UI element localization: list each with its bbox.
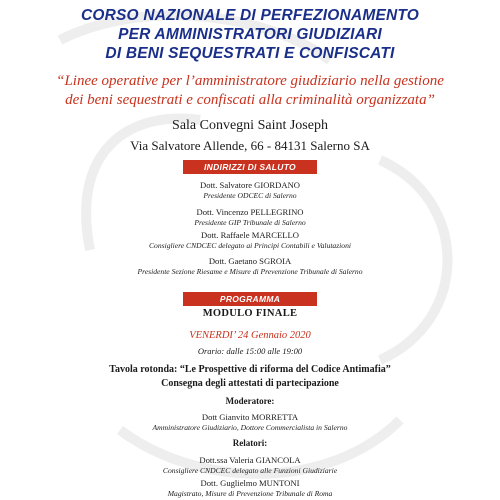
title-line-2: PER AMMINISTRATORI GIUDIZIARI <box>118 26 382 43</box>
program-banner: PROGRAMMA <box>183 292 317 306</box>
venue-address: Via Salvatore Allende, 66 - 84131 Salerno SA <box>130 138 370 153</box>
round-table-title: Tavola rotonda: “Le Prospettive di riforma del Codice Antimafia” <box>109 364 391 375</box>
event-time: Orario: dalle 15:00 alle 19:00 <box>197 346 303 356</box>
greeting-person <box>0 256 500 277</box>
person-role: Presidente ODCEC di Salerno <box>203 191 297 200</box>
speaker-person <box>0 478 500 499</box>
person-role: Amministratore Giudiziario, Dottore Commercialista in Salerno <box>152 423 348 432</box>
person-role: Consigliere CNDCEC delegato alle Funzioni Giudiziarie <box>162 466 338 475</box>
person-name: Dott.ssa Valeria GIANCOLA <box>199 455 301 465</box>
moderator-label: Moderatore: <box>225 396 275 406</box>
course-subtitle <box>0 72 500 110</box>
speakers-label: Relatori: <box>232 438 268 448</box>
person-role: Presidente GIP Tribunale di Salerno <box>194 218 306 227</box>
title-line-1: CORSO NAZIONALE DI PERFEZIONAMENTO <box>80 7 420 24</box>
person-name: Dott. Salvatore GIORDANO <box>199 180 300 190</box>
person-role: Consigliere CNDCEC delegato ai Principi Contabili e Valutazioni <box>148 241 351 250</box>
course-title <box>0 6 500 63</box>
person-role: Presidente Sezione Riesame e Misure di Prevenzione Tribunale di Salerno <box>137 267 363 276</box>
greeting-person <box>0 180 500 201</box>
venue-name: Sala Convegni Saint Joseph <box>172 118 328 133</box>
module-title: MODULO FINALE <box>202 308 298 319</box>
moderator-person <box>0 412 500 433</box>
greeting-person <box>0 230 500 251</box>
person-role: Magistrato, Misure di Prevenzione Tribunale di Roma <box>167 489 333 498</box>
subtitle-line-1: “Linee operative per l’amministratore giudiziario nella gestione <box>56 73 444 89</box>
person-name: Dott. Gaetano SGROIA <box>208 256 292 266</box>
person-name: Dott Gianvito MORRETTA <box>201 412 299 422</box>
subtitle-line-2: dei beni sequestrati e confiscati alla criminalità organizzata” <box>65 92 435 108</box>
certificates-line: Consegna degli attestati di partecipazione <box>161 378 339 389</box>
greetings-banner: INDIRIZZI DI SALUTO <box>183 160 317 174</box>
title-line-3: DI BENI SEQUESTRATI E CONFISCATI <box>105 45 395 62</box>
person-name: Dott. Raffaele MARCELLO <box>201 230 299 240</box>
speaker-person <box>0 455 500 476</box>
greeting-person <box>0 207 500 228</box>
person-name: Dott. Vincenzo PELLEGRINO <box>196 207 304 217</box>
person-name: Dott. Guglielmo MUNTONI <box>200 478 300 488</box>
event-date: VENERDI’ 24 Gennaio 2020 <box>189 330 311 341</box>
